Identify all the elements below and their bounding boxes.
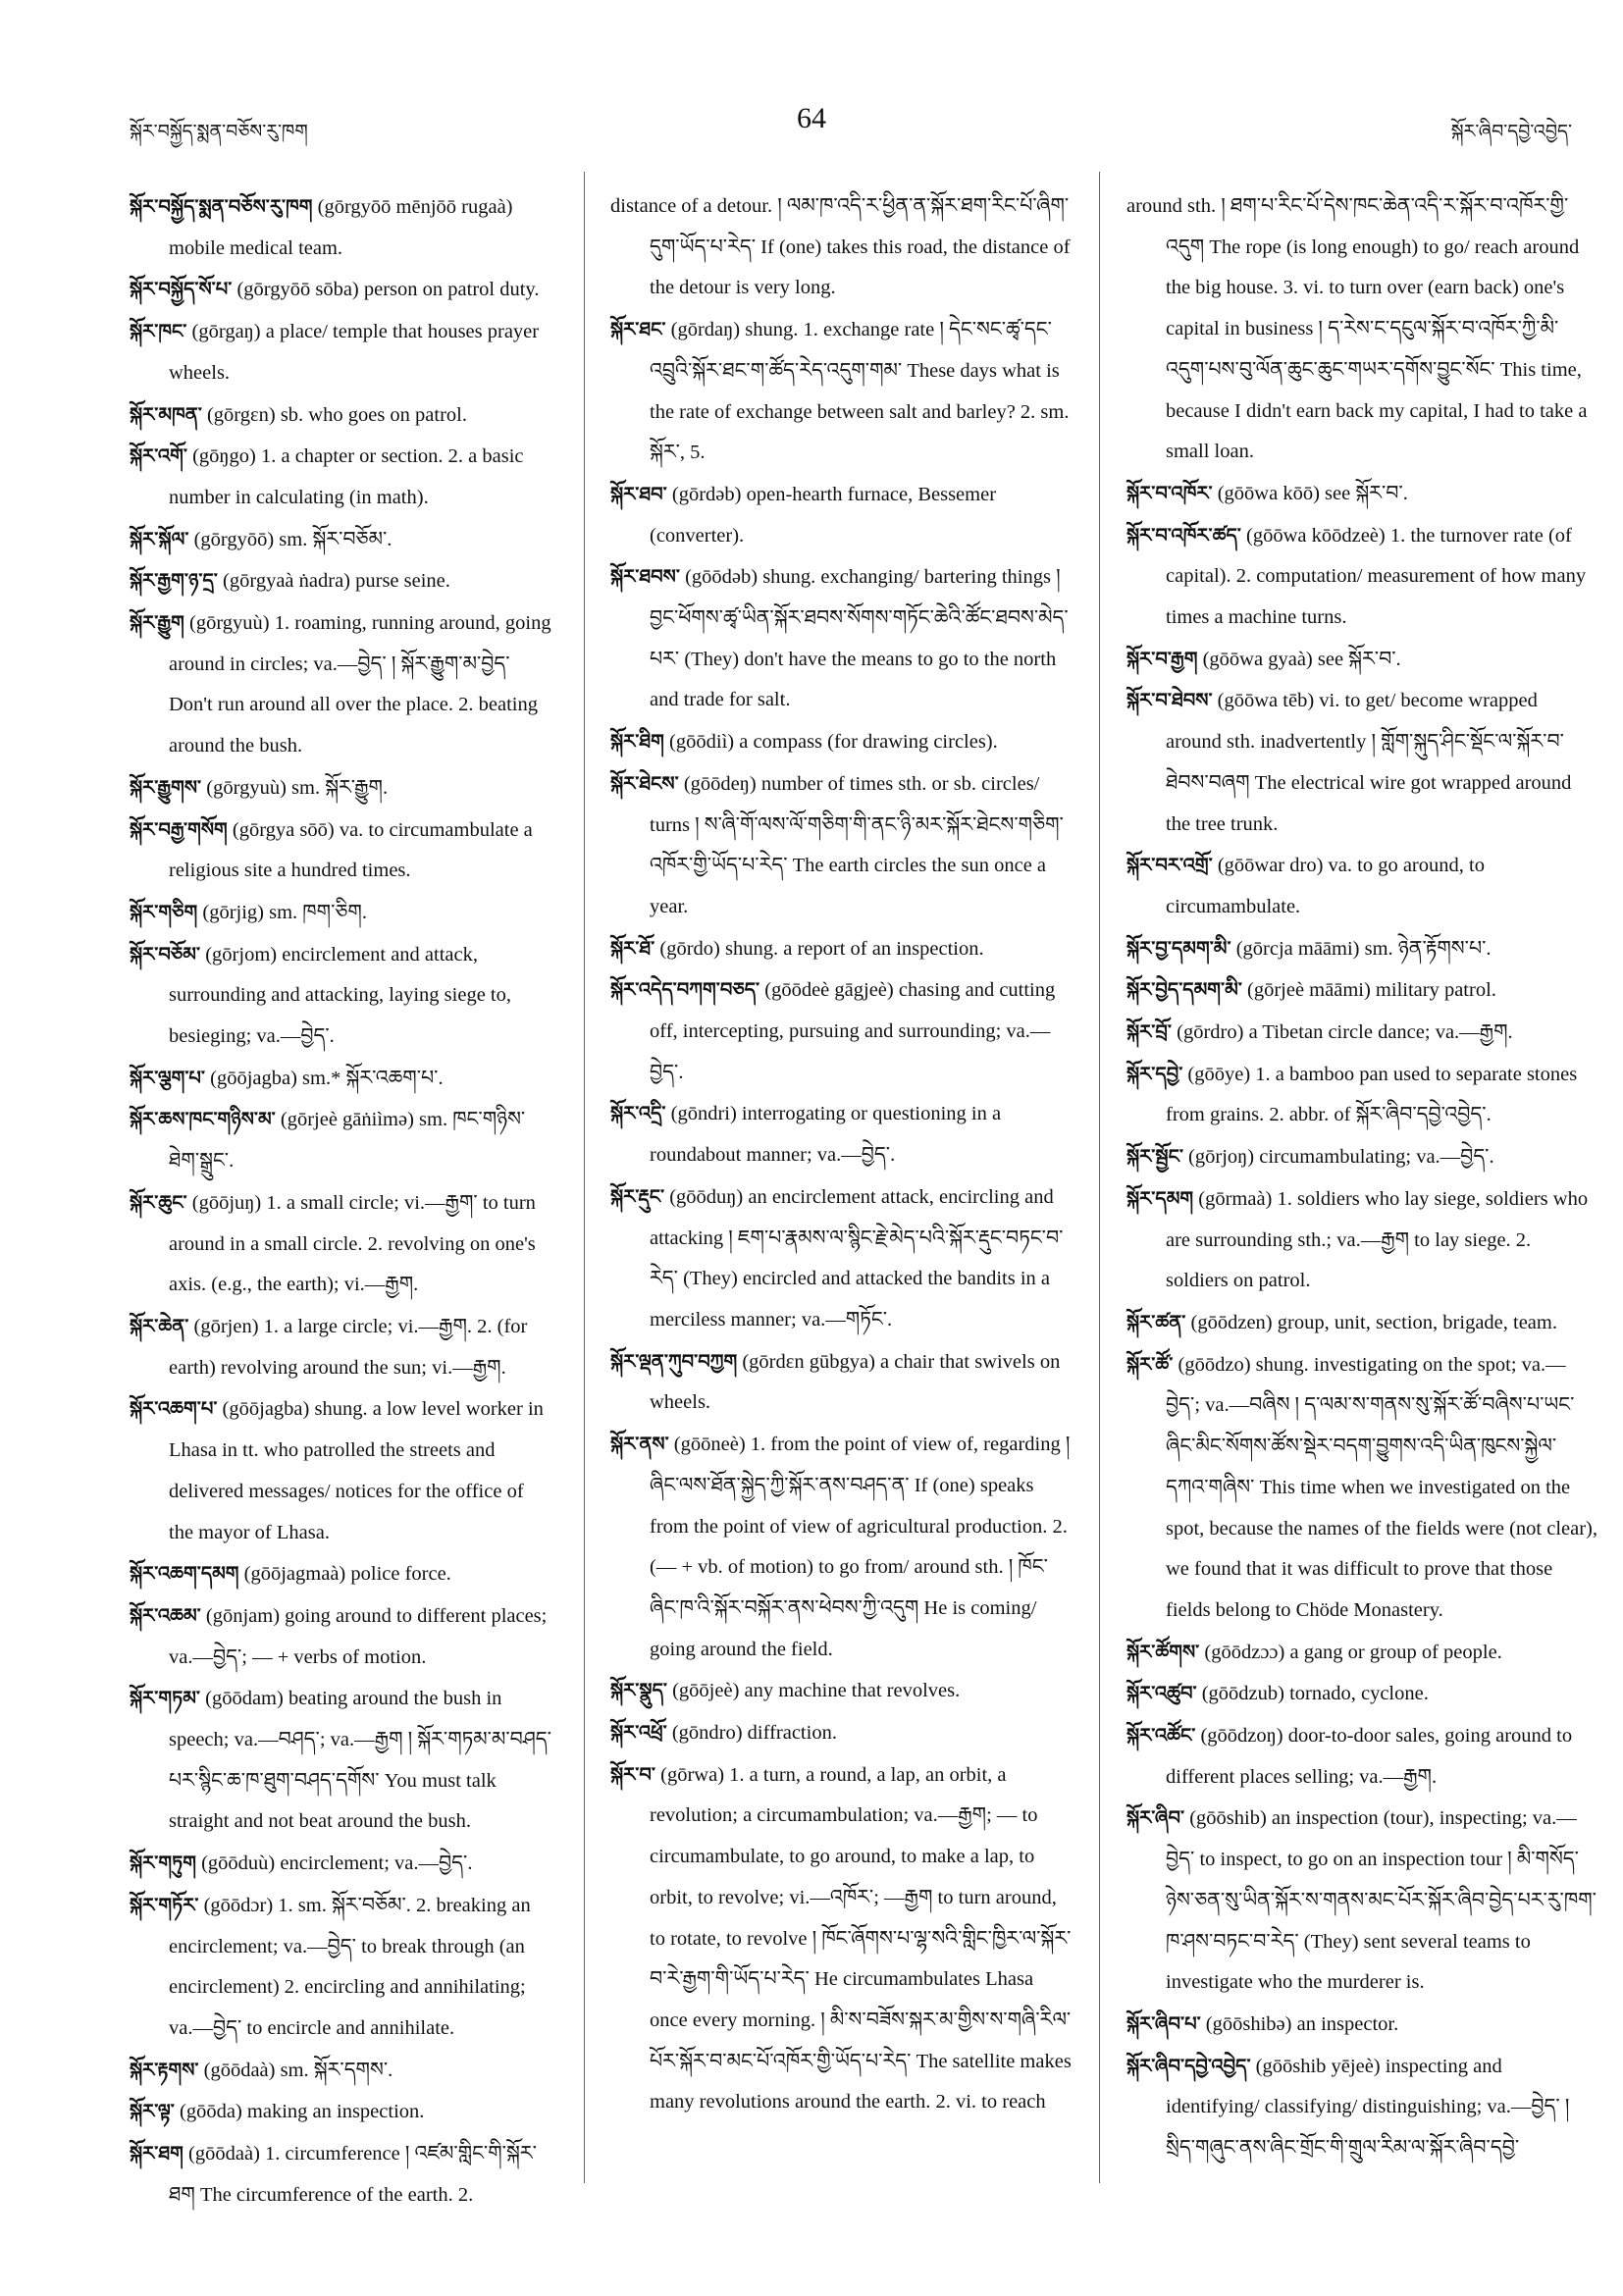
entry-headword: སྐོར་འཚུབ་ (1126, 1682, 1197, 1705)
entry-headword: སྐོར་རྒྱུག (130, 611, 184, 635)
dictionary-entry (130, 1306, 551, 1388)
dictionary-entry (1126, 969, 1597, 1012)
entry-headword: སྐོར་བར་འགྲོ་ (1126, 854, 1213, 877)
entry-definition: distance of a detour. ། ལམ་ཁ་འདི་ར་ཕྱིན་ན་སྐོར་ཐག་རིང་པོ་ཞིག་དུག་ཡོད་པ་རེད་ If (one) takes this road, the distance of the detour is very long. (610, 195, 1071, 299)
entry-headword: སྐོར་ཞིབ་དབྱེ་འབྱེད་ (1126, 2054, 1251, 2077)
entry-headword: སྐོར་བསྐྱོད་སོ་པ་ (130, 278, 233, 301)
entry-definition: (gōrgyaà ṅadra) purse seine. (223, 570, 450, 593)
entry-headword: སྐོར་འདྲི་ (610, 1102, 666, 1125)
entry-definition: (gōrjen) 1. a large circle; vi.—རྒྱག. 2. (for earth) revolving around the sun; vi.—རྒྱག. (169, 1315, 528, 1379)
entry-headword: སྐོར་བརྒྱ་གསོག (130, 817, 228, 841)
entry-definition: (gōrgyōō sōba) person on patrol duty. (236, 279, 540, 301)
entry-headword: སྐོར་གཏམ་ (130, 1687, 200, 1710)
dictionary-entry (130, 436, 551, 518)
dictionary-entry (610, 763, 1072, 928)
entry-headword: སྐོར་གཏུག (130, 1852, 196, 1875)
entry-headword: སྐོར་ཐག (130, 2142, 183, 2166)
entry-definition: (gōōdaà) sm. སྐོར་དགས་. (203, 2059, 393, 2081)
dictionary-entry (130, 1058, 551, 1100)
entry-definition: (gōrgyōō mēnjōō rugaà) mobile medical team. (169, 196, 513, 259)
entry-headword: སྐོར་ཆུང་ (130, 1190, 187, 1214)
running-head-right: སྐོར་ཞིབ་དབྱེ་འབྱེད་ (1450, 121, 1572, 142)
entry-headword: སྐོར་ཚན་ (1126, 1310, 1186, 1333)
entry-headword: སྐོར་བ་འཁོར་ཚད་ (1126, 523, 1241, 547)
dictionary-entry (610, 1712, 1072, 1754)
entry-definition: around sth. ། ཐག་པ་རིང་པོ་དེས་ཁང་ཆེན་འདི་ར་སྐོར་བ་འཁོར་གྱི་འདུག The rope (is long enough) to go/ reach around the big house. 3. vi. to turn over (earn back) one's capital in business ། ད་རེས་ང་དངུལ་སྐོར་བ་འཁོར་ཀྱི་མི་འདུག་པས་བུ་ལོན་ཆུང་ཆུང་གཡར་དགོས་བྱུང་སོང་ This time, because I didn't earn back my capital, I had to take a small loan. (1126, 195, 1588, 463)
dictionary-entry (130, 519, 551, 561)
dictionary-entry (1126, 1302, 1597, 1344)
entry-definition: (gōōdam) beating around the bush in speech; va.—བཤད་; va.—རྒྱག ། སྐོར་གཏམ་མ་བཤད་པར་སྙིང་ཆ་ཁ་ཐུག་བཤད་དགོས་ You must talk straight and not beat around the bush. (169, 1688, 551, 1833)
entry-definition: (gōōshibə) an inspector. (1205, 2012, 1399, 2035)
dictionary-entry (610, 1093, 1072, 1175)
entry-headword: སྐོར་ཐབས་ (610, 565, 680, 589)
dictionary-entry (130, 1885, 551, 2050)
dictionary-column-2 (610, 186, 1072, 2123)
dictionary-entry (1126, 680, 1597, 845)
dictionary-entry (610, 969, 1072, 1093)
dictionary-entry (130, 934, 551, 1058)
entry-definition: (gōōjuŋ) 1. a small circle; vi.—རྒྱག་ to turn around in a small circle. 2. revolving on one's axis. (e.g., the earth); vi.—རྒྱག. (169, 1191, 536, 1296)
entry-definition: (gōrdɛn gūbgya) a chair that swivels on wheels. (650, 1350, 1061, 1414)
entry-definition: (gōōjagmaà) police force. (243, 1563, 451, 1586)
entry-definition: (gōōjagba) shung. a low level worker in Lhasa in tt. who patrolled the streets and delivered messages/ notices for the office of the mayor of Lhasa. (169, 1398, 544, 1543)
entry-definition: (gōōduù) encirclement; va.—བྱེད་. (201, 1852, 473, 1875)
entry-headword: སྐོར་བྲོ་ (1126, 1020, 1173, 1044)
entry-definition: (gōrmaà) 1. soldiers who lay siege, soldiers who are surrounding sth.; va.—རྒྱག to lay siege. 2. soldiers on patrol. (1166, 1187, 1589, 1292)
entry-headword: སྐོར་ཐབ་ (610, 482, 667, 505)
entry-definition: (gōrwa) 1. a turn, a round, a lap, an orbit, a revolution; a circumambulation; va.—རྒྱག; — to circumambulate, to go around, to make a lap, to orbit, to revolve; vi.—འཁོར་; —རྒྱག to turn around, to rotate, to revolve ། ཁོང་ཞོགས་པ་ལྷ་སའི་གླིང་ཁྱིར་ལ་སྐོར་བ་རེ་རྒྱག་གི་ཡོད་པ་རེད་ He circumambulates Lhasa once every morning. ། མི་ས་བཟོས་སྐར་མ་གྱིས་ས་གཞི་རིལ་པོར་སྐོར་བ་མང་པོ་འཁོར་གྱི་ཡོད་པ་རེད་ The satellite makes many revolutions around the earth. 2. vi. to reach (650, 1763, 1072, 2113)
entry-headword: སྐོར་ཞིབ་ (1126, 1806, 1185, 1830)
entry-headword: སྐོར་བཅོམ་ (130, 942, 201, 965)
dictionary-entry (130, 1553, 551, 1595)
entry-headword: སྐོར་ཐེངས་ (610, 771, 679, 795)
entry-headword: སྐོར་བྱ་དམག་མི་ (1126, 936, 1231, 960)
entry-definition: (gōrjeè gāṅiìmə) sm. ཁང་གཉིས་ཐེག་སྒྲུང་. (169, 1109, 526, 1173)
dictionary-entry (610, 1754, 1072, 2123)
column-rule (1099, 172, 1100, 2183)
entry-headword: སྐོར་ཐོ་ (610, 936, 655, 960)
entry-headword: སྐོར་རྒྱུགས་ (130, 775, 202, 799)
entry-definition: (gōōshib) an inspection (tour), inspecting; va.—བྱེད་ to inspect, to go on an inspection tour ། མི་གསོད་ཉེས་ཅན་སུ་ཡིན་སྐོར་ས་གནས་མང་པོར་སྐོར་ཞིབ་བྱེད་པར་རུ་ཁག་ཁ་ཤས་བཏང་བ་རེད་ (They) sent several teams to investigate who the murderer is. (1166, 1807, 1597, 1994)
entry-headword: སྐོར་ཆས་ཁང་གཉིས་མ་ (130, 1108, 276, 1131)
dictionary-entry (1126, 1673, 1597, 1715)
dictionary-entry (1126, 2004, 1597, 2046)
entry-headword: སྐོར་འཚོང་ (1126, 1724, 1196, 1748)
dictionary-entry (1126, 1632, 1597, 1674)
dictionary-column-1 (130, 186, 551, 2216)
entry-headword: སྐོར་ཐང་ (610, 318, 666, 341)
dictionary-entry (130, 2133, 551, 2216)
entry-definition: (gōrjeè māāmi) military patrol. (1247, 979, 1496, 1002)
dictionary-entry (130, 767, 551, 809)
entry-definition: (gōōwa kōō) see སྐོར་བ་. (1217, 482, 1408, 504)
dictionary-entry (1126, 2046, 1597, 2169)
entry-definition: (gōrgya sōō) va. to circumambulate a religious site a hundred times. (169, 818, 533, 882)
entry-headword: སྐོར་བ་རྒྱག (1126, 647, 1198, 670)
dictionary-entry (1126, 845, 1597, 927)
dictionary-entry (130, 311, 551, 393)
entry-headword: སྐོར་ཁང་ (130, 320, 187, 343)
entry-definition: (gōrjoŋ) circumambulating; va.—བྱེད་. (1188, 1146, 1494, 1169)
dictionary-entry (130, 269, 551, 311)
entry-definition: (gōōdiì) a compass (for drawing circles). (669, 731, 998, 754)
entry-definition: (gōōwa kōōdzeè) 1. the turnover rate (of capital). 2. computation/ measurement of how many times a machine turns. (1166, 524, 1587, 629)
dictionary-entry (1126, 1054, 1597, 1136)
entry-headword: སྐོར་མཁན་ (130, 402, 202, 426)
entry-definition: (gōōdzub) tornado, cyclone. (1201, 1683, 1429, 1705)
entry-headword: སྐོར་ཆེན་ (130, 1314, 189, 1337)
dictionary-entry (130, 2091, 551, 2133)
entry-headword: སྐོར་ཚོ་ (1126, 1352, 1174, 1376)
entry-headword: སྐོར་ཞིབ་པ་ (1126, 2011, 1201, 2035)
dictionary-entry (130, 1182, 551, 1306)
entry-headword: སྐོར་འགོ་ (130, 444, 187, 468)
entry-definition: (gōrgyuù) sm. སྐོར་རྒྱུག. (206, 776, 389, 799)
dictionary-entry (130, 1388, 551, 1553)
entry-headword: སྐོར་འཆག་པ་ (130, 1397, 218, 1421)
entry-definition: (gōōwa gyaà) see སྐོར་བ་. (1202, 648, 1401, 670)
entry-headword: སྐོར་སྐོལ་ (130, 527, 189, 550)
entry-definition: (gōōdeŋ) number of times sth. or sb. circles/ turns ། ས་ཞི་གོ་ལས་ལོ་གཅིག་གི་ནང་ཉི་མར་སྐོར་ཐེངས་གཅིག་འཁོར་གྱི་ཡོད་པ་རེད་ The earth circles the sun once a year. (650, 772, 1064, 917)
dictionary-entry (1126, 1136, 1597, 1178)
entry-headword: སྐོར་ལྕག་པ་ (130, 1066, 206, 1089)
dictionary-entry (610, 928, 1072, 970)
entry-headword: སྐོར་བྱེད་དམག་མི་ (1126, 978, 1242, 1002)
dictionary-entry (130, 186, 551, 269)
entry-headword: སྐོར་ཐིག (610, 730, 664, 754)
entry-headword: སྐོར་ཚོགས་ (1126, 1640, 1200, 1663)
entry-definition: (gōrdaŋ) shung. 1. exchange rate ། དེང་སང་ཚྭ་དང་འབྲུའི་སྐོར་ཐང་ག་ཚོད་རེད་འདུག་གམ་ These days what is the rate of exchange between salt and barley? 2. sm. སྐོར་, 5. (650, 319, 1070, 464)
entry-definition: (gōōwar dro) va. to go around, to circumambulate. (1166, 855, 1485, 917)
dictionary-entry (130, 602, 551, 767)
dictionary-entry (610, 309, 1072, 474)
entry-headword: སྐོར་འདེད་བཀག་བཅད་ (610, 978, 760, 1002)
entry-definition: (gōndro) diffraction. (671, 1722, 837, 1745)
entry-definition: (gōnjam) going around to different places; va.—བྱེད་; — + verbs of motion. (169, 1604, 548, 1668)
dictionary-entry (610, 474, 1072, 556)
entry-definition: (gōrjom) encirclement and attack, surrounding and attacking, laying siege to, besieging; va.—བྱེད་. (169, 943, 511, 1048)
dictionary-entry (130, 1595, 551, 1678)
entry-headword: སྐོར་བ་ཐེབས་ (1126, 689, 1213, 712)
dictionary-entry (610, 556, 1072, 721)
dictionary-entry (610, 186, 1072, 309)
entry-headword: སྐོར་གཏོར་ (130, 1893, 199, 1916)
entry-definition: (gōrgaŋ) a place/ temple that houses prayer wheels. (169, 321, 540, 384)
dictionary-entry (130, 1843, 551, 1885)
entry-definition: (gōōduŋ) an encirclement attack, encircling and attacking ། ཇག་པ་རྣམས་ལ་སྙིང་རྗེ་མེད་པའི་སྐོར་རྡུང་བཏང་བ་རེད་ (They) encircled and attacked the bandits in a merciless manner; va.—གཏོང་. (650, 1185, 1064, 1331)
dictionary-entry (1126, 1715, 1597, 1798)
entry-definition: (gōrdro) a Tibetan circle dance; va.—རྒྱག. (1177, 1021, 1513, 1044)
dictionary-entry (130, 560, 551, 602)
entry-headword: སྐོར་ལྡན་ཀུབ་བཀྱག (610, 1349, 738, 1373)
entry-definition: (gōndri) interrogating or questioning in a roundabout manner; va.—བྱེད་. (650, 1103, 1002, 1167)
dictionary-entry (1126, 1798, 1597, 2004)
entry-definition: (gōōjeè) any machine that revolves. (672, 1680, 961, 1702)
entry-definition: (gōŋgo) 1. a chapter or section. 2. a basic number in calculating (in math). (169, 445, 524, 508)
entry-definition: (gōrjig) sm. ཁག་ཅིག. (202, 901, 367, 923)
entry-definition: (gōōye) 1. a bamboo pan used to separate stones from grains. 2. abbr. of སྐོར་ཞིབ་དབྱེ་འབྱེད་. (1166, 1063, 1578, 1126)
dictionary-entry (610, 1424, 1072, 1670)
dictionary-entry (1126, 1012, 1597, 1054)
dictionary-entry (610, 1341, 1072, 1424)
entry-definition: (gōōdzo) shung. investigating on the spot; va.—བྱེད་; va.—བཞིས ། ད་ལམ་ས་གནས་སུ་སྐོར་ཚོ་བཞིས་པ་ཡང་ཞིང་མིང་སོགས་ཚོས་སྡེར་བདག་བྱུགས་འདི་ཡིན་ཁུངས་སྐྱེལ་དཀའ་གཞིས་ This time when we investigated on the spot, because the names of the fields were (not clear), we found that it was difficult to prove that those fields belong to Chöde Monastery. (1166, 1353, 1597, 1621)
entry-definition: (gōrcja māāmi) sm. ཉེན་རྟོགས་པ་. (1235, 937, 1492, 960)
entry-headword: སྐོར་སྣུད་ (610, 1679, 667, 1702)
dictionary-entry (1126, 1344, 1597, 1632)
entry-headword: སྐོར་འཆམ་ (130, 1603, 201, 1627)
dictionary-entry (1126, 186, 1597, 473)
entry-headword: སྐོར་རྟགས་ (130, 2058, 199, 2081)
entry-definition: (gōōwa tēb) vi. to get/ become wrapped around sth. inadvertently ། གློག་སྐུད་ཤིང་སྡོང་ལ་སྐོར་བ་ཐེབས་བཞག The electrical wire got wrapped around the tree trunk. (1166, 690, 1572, 835)
entry-headword: སྐོར་འཕྲོ་ (610, 1721, 667, 1745)
entry-headword: སྐོར་སྦྱོང་ (1126, 1145, 1183, 1169)
dictionary-column-3 (1126, 186, 1597, 2169)
entry-definition: (gōrdəb) open-hearth furnace, Bessemer (converter). (650, 483, 997, 547)
dictionary-entry (130, 1678, 551, 1843)
dictionary-entry (1126, 473, 1597, 515)
entry-definition: (gōōdəb) shung. exchanging/ bartering things ། བྱང་ཕོགས་ཚྭ་ཡིན་སྐོར་ཐབས་སོགས་གཏོང་ཆེའི་ཚོང་ཐབས་མེད་པར་ (They) don't have the means to go to the north and trade for salt. (650, 566, 1069, 711)
entry-headword: སྐོར་གཅིག (130, 900, 198, 923)
dictionary-entry (130, 809, 551, 892)
entry-headword: སྐོར་རྡུང་ (610, 1184, 665, 1208)
dictionary-entry (1126, 515, 1597, 639)
dictionary-entry (610, 721, 1072, 763)
entry-definition: (gōrgyuù) 1. roaming, running around, going around in circles; va.—བྱེད་ ། སྐོར་རྒྱུག་མ་བྱེད་ Don't run around all over the place. 2. beating around the bush. (169, 612, 551, 757)
page-number: 64 (797, 102, 826, 134)
entry-headword: སྐོར་བ་ (610, 1762, 656, 1786)
column-rule (584, 172, 585, 2183)
entry-headword: སྐོར་འཆག་དམག (130, 1562, 239, 1586)
entry-headword: སྐོར་ལྟ་ (130, 2100, 175, 2123)
entry-definition: (gōōdzoŋ) door-to-door sales, going around to different places selling; va.—རྒྱག. (1166, 1725, 1573, 1788)
entry-definition: (gōrgyōō) sm. སྐོར་བཅོམ་. (193, 528, 393, 550)
entry-definition: (gōōdzen) group, unit, section, brigade, team. (1190, 1311, 1557, 1333)
entry-definition: (gōōdeè gāgjeè) chasing and cutting off, intercepting, pursuing and surrounding; va.—བྱེད་. (650, 979, 1056, 1083)
entry-headword: སྐོར་ནས་ (610, 1433, 669, 1456)
dictionary-entry (130, 2050, 551, 2092)
entry-headword: སྐོར་བསྐྱོད་སྨན་བཅོས་རུ་ཁག (130, 195, 313, 218)
entry-definition: (gōrdo) shung. a report of an inspection. (659, 937, 984, 960)
dictionary-entry (1126, 639, 1597, 681)
entry-definition: (gōōneè) 1. from the point of view of, regarding ། ཞིང་ལས་ཐོན་སྐྱེད་ཀྱི་སྐོར་ནས་བཤད་ན་ If (one) speaks from the point of view of agricultural production. 2. (— + vb. of motion) to go from/ around sth. ། ཁོང་ཞིང་ཁ་འི་སྐོར་བསྐོར་ནས་ཕེབས་ཀྱི་འདུག He is coming/ going around the field. (650, 1434, 1071, 1660)
entry-definition: (gōōdzɔɔ) a gang or group of people. (1204, 1641, 1502, 1663)
running-head-left: སྐོར་བསྐྱོད་སྨན་བཅོས་རུ་ཁག (130, 121, 308, 142)
entry-headword: སྐོར་དམག (1126, 1186, 1194, 1210)
dictionary-entry (130, 394, 551, 437)
entry-definition: (gōōshib yējeè) inspecting and identifying/ classifying/ distinguishing; va.—བྱེད་ ། སྲིད་གཞུང་ནས་ཞིང་གྲོང་གི་གྲུལ་རིམ་ལ་སྐོར་ཞིབ་དབྱེ་ (1166, 2055, 1570, 2160)
entry-definition: (gōōjagba) sm.* སྐོར་འཆག་པ་. (210, 1067, 444, 1089)
dictionary-entry (1126, 928, 1597, 970)
entry-definition: (gōōdaà) 1. circumference ། འཛམ་གླིང་གི་སྐོར་ཐག The circumference of the earth. 2. (169, 2143, 537, 2206)
entry-headword: སྐོར་དབྱེ་ (1126, 1062, 1183, 1085)
entry-definition: (gōōda) making an inspection. (180, 2101, 425, 2123)
dictionary-entry (130, 892, 551, 934)
dictionary-entry (610, 1670, 1072, 1712)
entry-headword: སྐོར་བ་འཁོར་ (1126, 481, 1213, 504)
entry-definition: (gōōdɔr) 1. sm. སྐོར་བཅོམ་. 2. breaking an encirclement; va.—བྱེད་ to break through (an encirclement) 2. encircling and annihilating; va.—བྱེད་ to encircle and annihilate. (169, 1894, 531, 2039)
entry-headword: སྐོར་རྒྱག་ཉ་དྲ་ (130, 569, 218, 593)
entry-definition: (gōrgɛn) sb. who goes on patrol. (206, 403, 468, 426)
dictionary-entry (130, 1099, 551, 1181)
dictionary-entry (610, 1176, 1072, 1341)
dictionary-entry (1126, 1178, 1597, 1302)
